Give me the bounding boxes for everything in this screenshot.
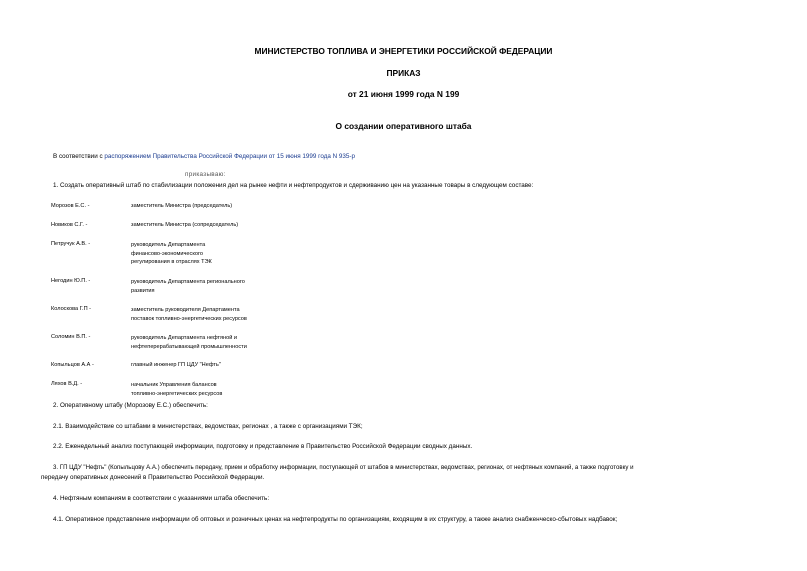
member-role-line: регулирования в отраслях ТЭК [131,259,212,265]
member-name: Соломин В.П. - [51,334,91,340]
member-name: Негодин Ю.П. - [51,278,91,284]
doc-type: ПРИКАЗ [386,68,421,78]
ministry-title: МИНИСТЕРСТВО ТОПЛИВА И ЭНЕРГЕТИКИ РОССИЙСКОЙ ФЕДЕРАЦИИ [254,46,553,56]
member-role-line: развития [131,288,155,294]
member-role [131,334,247,352]
member-name: Морозов Е.С. - [51,203,90,209]
member-role-line: топливно-энергетических ресурсов [131,391,223,397]
member-role-line: руководитель Департамента регионального [131,279,245,285]
doc-subject: О создании оперативного штаба [335,121,472,131]
member-name: Колоскова Г.П - [51,306,92,312]
paragraph-4-1: 4.1. Оперативное представление информации об оптовых и розничных ценах на нефтепродукты по организациям, входящим в их структуру, а также анализ снабженческо-сбытовых надбавок; [53,516,618,523]
member-role: заместитель Министра (сопредседатель) [131,222,239,228]
member-name: Новиков С.Г. - [51,222,88,228]
member-role [131,306,247,324]
member-role [131,381,222,399]
paragraph-2-2: 2.2. Еженедельный анализ поступающей информации, подготовку и представление в Правительство Российской Федерации сводных данных. [53,443,473,450]
order-word: приказываю: [185,171,226,178]
paragraph-4: 4. Нефтяным компаниям в соответствии с указаниями штаба обеспечить: [53,495,270,502]
paragraph-1: 1. Создать оперативный штаб по стабилизации положения дел на рынке нефти и нефтепродуктов и сдерживанию цен на указанные товары в следующем составе: [53,182,534,189]
member-role-line: руководитель Департамента [131,242,206,248]
member-role-line: руководитель Департамента нефтяной и [131,335,238,341]
doc-date-number: от 21 июня 1999 года N 199 [347,89,460,99]
member-role-line: начальник Управления балансов [131,382,217,388]
member-name: Копыльцов А.А - [51,362,94,368]
member-role-line: финансово-экономического [131,250,203,257]
member-role [131,278,245,296]
member-role-line: заместитель руководителя Департамента [131,307,240,313]
member-role-line: поставок топливно-энергетических ресурсов [131,316,247,322]
preamble-prefix: В соответствии с [53,153,105,160]
paragraph-2-1: 2.1. Взаимодействие со штабами в министерствах, ведомствах, регионах , а также с организациями ТЭК; [53,423,363,430]
paragraph-3-cont: передачу оперативных донесений в Правительство Российской Федерации. [41,474,265,481]
member-role-line: нефтеперерабатывающей промышленности [131,344,247,350]
decree-link[interactable]: распоряжением Правительства Российской Федерации от 15 июня 1999 года N 935-р [104,153,356,160]
member-name: Ляхов В.Д. - [51,381,83,387]
paragraph-2: 2. Оперативному штабу (Морозову Е.С.) обеспечить: [53,402,208,409]
member-name: Петручук А.В. - [51,241,91,247]
member-role [131,241,212,267]
member-role: заместитель Министра (председатель) [131,203,233,209]
member-role: главный инженер ГП ЦДУ "Нефть" [131,362,221,368]
preamble [53,153,355,160]
paragraph-3: 3. ГП ЦДУ "Нефть" (Копыльцову А.А.) обеспечить передачу, прием и обработку информации, поступающей от штабов в министерствах, ведомствах, регионах, от нефтяных компаний, а также подготовку и [53,464,634,471]
